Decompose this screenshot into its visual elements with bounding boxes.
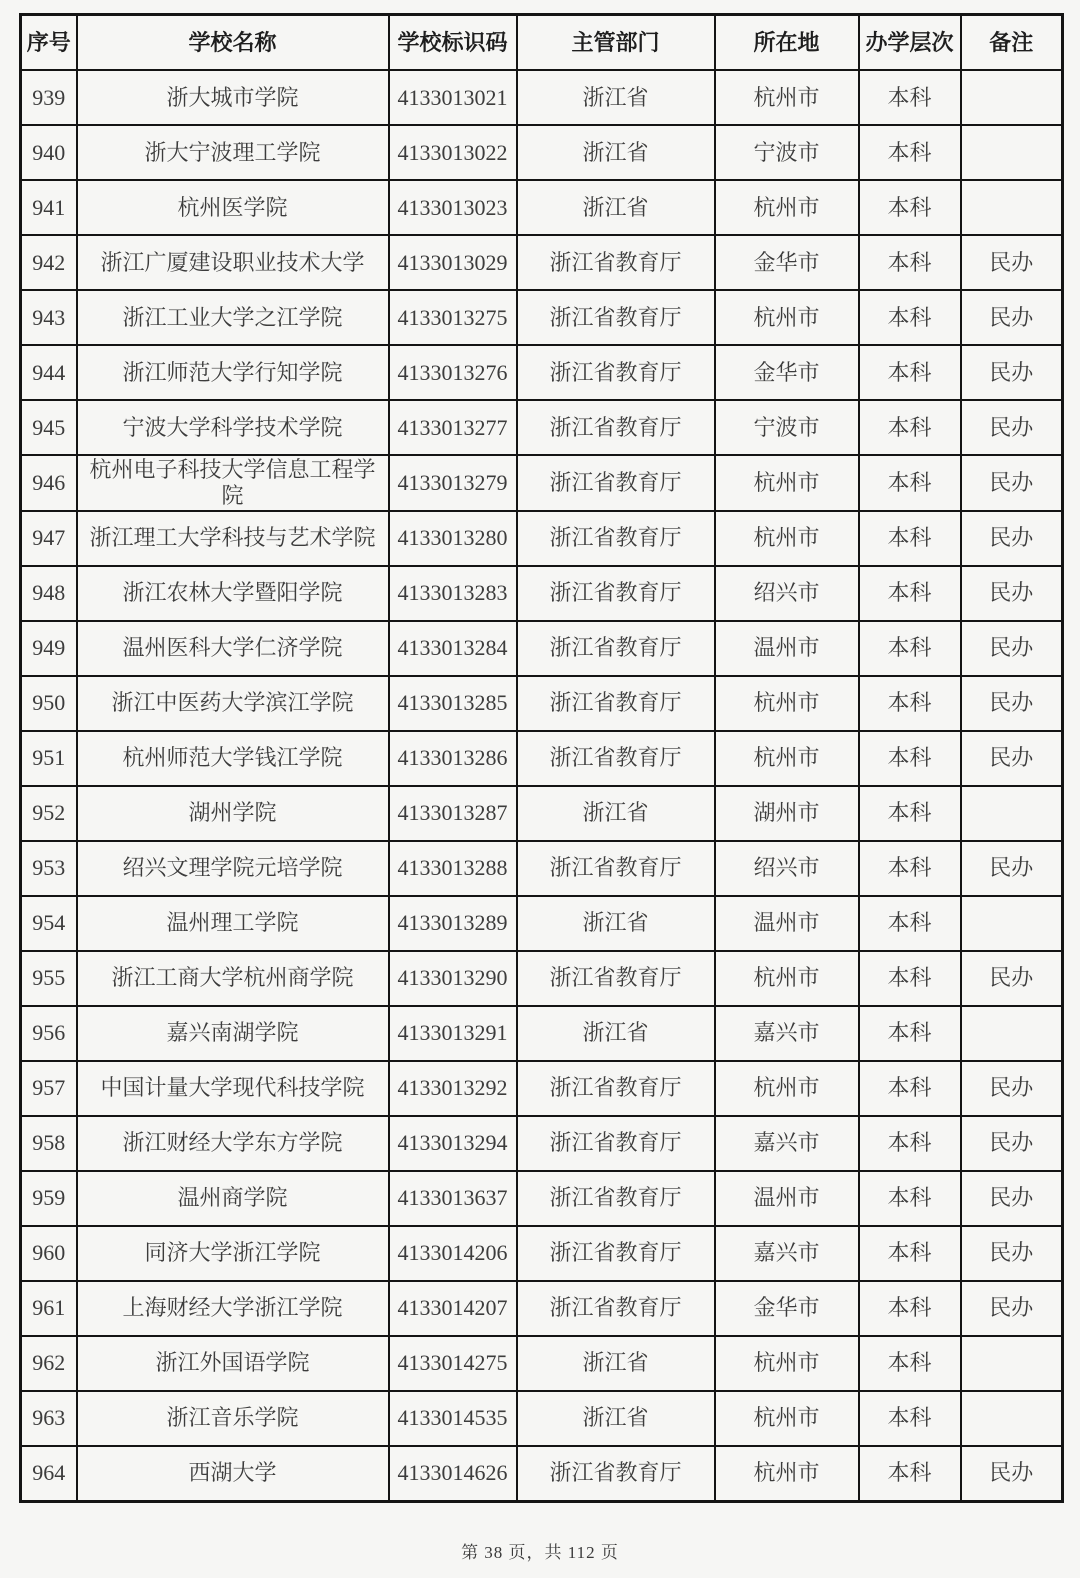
cell-col-location: 绍兴市 <box>715 841 859 896</box>
cell-col-authority: 浙江省教育厅 <box>517 1446 715 1502</box>
cell-col-location: 杭州市 <box>715 511 859 566</box>
cell-col-index: 939 <box>21 70 77 125</box>
cell-col-school-code: 4133013286 <box>389 731 517 786</box>
cell-col-remark <box>961 896 1063 951</box>
cell-col-location: 宁波市 <box>715 125 859 180</box>
cell-col-school-name: 温州理工学院 <box>77 896 389 951</box>
cell-col-authority: 浙江省 <box>517 896 715 951</box>
table-row <box>21 621 1063 676</box>
cell-col-level: 本科 <box>859 70 961 125</box>
cell-col-authority: 浙江省 <box>517 70 715 125</box>
cell-col-school-code: 4133014626 <box>389 1446 517 1502</box>
cell-col-school-name: 嘉兴南湖学院 <box>77 1006 389 1061</box>
cell-col-authority: 浙江省教育厅 <box>517 345 715 400</box>
table-row <box>21 786 1063 841</box>
cell-col-index: 954 <box>21 896 77 951</box>
table-row <box>21 125 1063 180</box>
cell-col-school-name: 浙江广厦建设职业技术大学 <box>77 235 389 290</box>
cell-col-school-name: 绍兴文理学院元培学院 <box>77 841 389 896</box>
cell-col-index: 947 <box>21 511 77 566</box>
cell-col-remark: 民办 <box>961 621 1063 676</box>
cell-col-school-name: 浙江音乐学院 <box>77 1391 389 1446</box>
cell-col-index: 949 <box>21 621 77 676</box>
cell-col-school-code: 4133013292 <box>389 1061 517 1116</box>
cell-col-school-code: 4133013276 <box>389 345 517 400</box>
cell-col-school-code: 4133014275 <box>389 1336 517 1391</box>
cell-col-location: 杭州市 <box>715 70 859 125</box>
cell-col-index: 942 <box>21 235 77 290</box>
cell-col-level: 本科 <box>859 731 961 786</box>
cell-col-index: 962 <box>21 1336 77 1391</box>
cell-col-school-code: 4133013288 <box>389 841 517 896</box>
cell-col-authority: 浙江省教育厅 <box>517 400 715 455</box>
cell-col-remark: 民办 <box>961 400 1063 455</box>
cell-col-location: 金华市 <box>715 1281 859 1336</box>
cell-col-level: 本科 <box>859 1116 961 1171</box>
table-row <box>21 731 1063 786</box>
cell-col-authority: 浙江省教育厅 <box>517 731 715 786</box>
cell-col-remark: 民办 <box>961 1116 1063 1171</box>
cell-col-remark <box>961 1336 1063 1391</box>
column-header-col-school-code: 学校标识码 <box>389 15 517 71</box>
cell-col-school-name: 浙大城市学院 <box>77 70 389 125</box>
cell-col-location: 杭州市 <box>715 951 859 1006</box>
cell-col-level: 本科 <box>859 786 961 841</box>
cell-col-index: 953 <box>21 841 77 896</box>
cell-col-remark <box>961 180 1063 235</box>
table-row <box>21 1281 1063 1336</box>
cell-col-school-code: 4133013285 <box>389 676 517 731</box>
table-row <box>21 1391 1063 1446</box>
cell-col-school-code: 4133013294 <box>389 1116 517 1171</box>
cell-col-remark: 民办 <box>961 345 1063 400</box>
cell-col-school-code: 4133013029 <box>389 235 517 290</box>
cell-col-authority: 浙江省教育厅 <box>517 290 715 345</box>
cell-col-authority: 浙江省教育厅 <box>517 1061 715 1116</box>
cell-col-location: 宁波市 <box>715 400 859 455</box>
table-row <box>21 290 1063 345</box>
cell-col-index: 945 <box>21 400 77 455</box>
cell-col-school-name: 浙江财经大学东方学院 <box>77 1116 389 1171</box>
cell-col-school-name: 浙江外国语学院 <box>77 1336 389 1391</box>
table-row <box>21 400 1063 455</box>
cell-col-location: 温州市 <box>715 621 859 676</box>
cell-col-school-code: 4133014207 <box>389 1281 517 1336</box>
column-header-col-level: 办学层次 <box>859 15 961 71</box>
cell-col-index: 961 <box>21 1281 77 1336</box>
cell-col-index: 956 <box>21 1006 77 1061</box>
cell-col-location: 嘉兴市 <box>715 1226 859 1281</box>
cell-col-level: 本科 <box>859 180 961 235</box>
cell-col-index: 950 <box>21 676 77 731</box>
cell-col-index: 964 <box>21 1446 77 1502</box>
cell-col-level: 本科 <box>859 400 961 455</box>
cell-col-level: 本科 <box>859 235 961 290</box>
cell-col-authority: 浙江省教育厅 <box>517 951 715 1006</box>
cell-col-authority: 浙江省 <box>517 180 715 235</box>
cell-col-index: 963 <box>21 1391 77 1446</box>
cell-col-school-name: 浙江工业大学之江学院 <box>77 290 389 345</box>
cell-col-authority: 浙江省教育厅 <box>517 621 715 676</box>
cell-col-level: 本科 <box>859 290 961 345</box>
cell-col-index: 951 <box>21 731 77 786</box>
cell-col-school-name: 浙江理工大学科技与艺术学院 <box>77 511 389 566</box>
cell-col-level: 本科 <box>859 1061 961 1116</box>
cell-col-school-code: 4133013280 <box>389 511 517 566</box>
cell-col-location: 金华市 <box>715 235 859 290</box>
cell-col-school-name: 浙江工商大学杭州商学院 <box>77 951 389 1006</box>
cell-col-remark: 民办 <box>961 841 1063 896</box>
cell-col-authority: 浙江省教育厅 <box>517 511 715 566</box>
cell-col-location: 杭州市 <box>715 290 859 345</box>
table-row <box>21 896 1063 951</box>
table-row <box>21 1116 1063 1171</box>
cell-col-level: 本科 <box>859 951 961 1006</box>
cell-col-authority: 浙江省 <box>517 125 715 180</box>
cell-col-school-code: 4133013284 <box>389 621 517 676</box>
cell-col-remark: 民办 <box>961 290 1063 345</box>
cell-col-location: 金华市 <box>715 345 859 400</box>
cell-col-index: 943 <box>21 290 77 345</box>
cell-col-remark: 民办 <box>961 1446 1063 1502</box>
cell-col-school-code: 4133014535 <box>389 1391 517 1446</box>
column-header-col-school-name: 学校名称 <box>77 15 389 71</box>
column-header-col-location: 所在地 <box>715 15 859 71</box>
cell-col-school-code: 4133013279 <box>389 455 517 511</box>
school-list-table <box>19 13 1064 1503</box>
cell-col-remark: 民办 <box>961 235 1063 290</box>
cell-col-remark <box>961 70 1063 125</box>
cell-col-remark: 民办 <box>961 731 1063 786</box>
table-row <box>21 1446 1063 1502</box>
cell-col-school-code: 4133013022 <box>389 125 517 180</box>
cell-col-location: 杭州市 <box>715 1391 859 1446</box>
cell-col-level: 本科 <box>859 1336 961 1391</box>
cell-col-index: 957 <box>21 1061 77 1116</box>
cell-col-location: 杭州市 <box>715 676 859 731</box>
column-header-col-authority: 主管部门 <box>517 15 715 71</box>
cell-col-authority: 浙江省教育厅 <box>517 676 715 731</box>
cell-col-school-code: 4133013275 <box>389 290 517 345</box>
cell-col-index: 944 <box>21 345 77 400</box>
cell-col-level: 本科 <box>859 896 961 951</box>
cell-col-school-name: 杭州医学院 <box>77 180 389 235</box>
table-row <box>21 345 1063 400</box>
column-header-col-index: 序号 <box>21 15 77 71</box>
cell-col-level: 本科 <box>859 676 961 731</box>
cell-col-level: 本科 <box>859 125 961 180</box>
cell-col-level: 本科 <box>859 1391 961 1446</box>
cell-col-school-code: 4133013283 <box>389 566 517 621</box>
cell-col-authority: 浙江省教育厅 <box>517 235 715 290</box>
cell-col-index: 959 <box>21 1171 77 1226</box>
cell-col-school-name: 宁波大学科学技术学院 <box>77 400 389 455</box>
cell-col-level: 本科 <box>859 841 961 896</box>
cell-col-school-code: 4133013023 <box>389 180 517 235</box>
cell-col-level: 本科 <box>859 511 961 566</box>
cell-col-location: 温州市 <box>715 896 859 951</box>
column-header-col-remark: 备注 <box>961 15 1063 71</box>
cell-col-authority: 浙江省教育厅 <box>517 1116 715 1171</box>
cell-col-school-name: 杭州电子科技大学信息工程学院 <box>77 455 389 511</box>
cell-col-location: 杭州市 <box>715 455 859 511</box>
table-row <box>21 180 1063 235</box>
cell-col-location: 杭州市 <box>715 1061 859 1116</box>
cell-col-location: 杭州市 <box>715 1336 859 1391</box>
cell-col-index: 955 <box>21 951 77 1006</box>
header-row <box>21 15 1063 71</box>
cell-col-authority: 浙江省教育厅 <box>517 566 715 621</box>
cell-col-authority: 浙江省教育厅 <box>517 1226 715 1281</box>
table-row <box>21 1226 1063 1281</box>
cell-col-remark <box>961 1006 1063 1061</box>
cell-col-school-name: 浙江农林大学暨阳学院 <box>77 566 389 621</box>
cell-col-school-name: 湖州学院 <box>77 786 389 841</box>
cell-col-school-code: 4133013277 <box>389 400 517 455</box>
cell-col-authority: 浙江省教育厅 <box>517 1281 715 1336</box>
table-row <box>21 841 1063 896</box>
table-body <box>21 70 1063 1501</box>
cell-col-location: 嘉兴市 <box>715 1116 859 1171</box>
cell-col-index: 960 <box>21 1226 77 1281</box>
page-number-indicator: 第 38 页，共 112 页 <box>461 1543 619 1562</box>
cell-col-remark: 民办 <box>961 1226 1063 1281</box>
cell-col-authority: 浙江省教育厅 <box>517 841 715 896</box>
cell-col-remark: 民办 <box>961 511 1063 566</box>
cell-col-level: 本科 <box>859 1446 961 1502</box>
cell-col-location: 绍兴市 <box>715 566 859 621</box>
cell-col-school-name: 温州商学院 <box>77 1171 389 1226</box>
table-row <box>21 511 1063 566</box>
cell-col-remark: 民办 <box>961 1171 1063 1226</box>
cell-col-location: 杭州市 <box>715 180 859 235</box>
table-row <box>21 676 1063 731</box>
cell-col-authority: 浙江省教育厅 <box>517 455 715 511</box>
cell-col-level: 本科 <box>859 566 961 621</box>
cell-col-location: 湖州市 <box>715 786 859 841</box>
cell-col-school-name: 温州医科大学仁济学院 <box>77 621 389 676</box>
cell-col-school-name: 浙江中医药大学滨江学院 <box>77 676 389 731</box>
table-row <box>21 455 1063 511</box>
table-row <box>21 1061 1063 1116</box>
cell-col-remark <box>961 125 1063 180</box>
cell-col-school-code: 4133013287 <box>389 786 517 841</box>
cell-col-remark: 民办 <box>961 676 1063 731</box>
cell-col-index: 958 <box>21 1116 77 1171</box>
cell-col-remark <box>961 786 1063 841</box>
table-row <box>21 951 1063 1006</box>
cell-col-level: 本科 <box>859 621 961 676</box>
cell-col-school-code: 4133013637 <box>389 1171 517 1226</box>
cell-col-location: 杭州市 <box>715 731 859 786</box>
table-row <box>21 1336 1063 1391</box>
cell-col-school-name: 同济大学浙江学院 <box>77 1226 389 1281</box>
cell-col-remark: 民办 <box>961 951 1063 1006</box>
cell-col-remark: 民办 <box>961 566 1063 621</box>
cell-col-authority: 浙江省教育厅 <box>517 1171 715 1226</box>
cell-col-index: 940 <box>21 125 77 180</box>
table-row <box>21 566 1063 621</box>
cell-col-authority: 浙江省 <box>517 1391 715 1446</box>
cell-col-school-code: 4133014206 <box>389 1226 517 1281</box>
cell-col-level: 本科 <box>859 1171 961 1226</box>
cell-col-level: 本科 <box>859 455 961 511</box>
cell-col-index: 952 <box>21 786 77 841</box>
cell-col-level: 本科 <box>859 345 961 400</box>
cell-col-remark: 民办 <box>961 455 1063 511</box>
cell-col-school-name: 上海财经大学浙江学院 <box>77 1281 389 1336</box>
cell-col-school-name: 浙江师范大学行知学院 <box>77 345 389 400</box>
cell-col-index: 941 <box>21 180 77 235</box>
cell-col-remark: 民办 <box>961 1061 1063 1116</box>
cell-col-authority: 浙江省 <box>517 786 715 841</box>
cell-col-school-name: 杭州师范大学钱江学院 <box>77 731 389 786</box>
cell-col-remark <box>961 1391 1063 1446</box>
cell-col-authority: 浙江省 <box>517 1336 715 1391</box>
cell-col-location: 温州市 <box>715 1171 859 1226</box>
table-row <box>21 70 1063 125</box>
cell-col-level: 本科 <box>859 1226 961 1281</box>
table-row <box>21 235 1063 290</box>
cell-col-location: 杭州市 <box>715 1446 859 1502</box>
cell-col-school-name: 西湖大学 <box>77 1446 389 1502</box>
cell-col-authority: 浙江省 <box>517 1006 715 1061</box>
cell-col-remark: 民办 <box>961 1281 1063 1336</box>
cell-col-school-code: 4133013291 <box>389 1006 517 1061</box>
table-row <box>21 1171 1063 1226</box>
cell-col-school-code: 4133013289 <box>389 896 517 951</box>
cell-col-school-code: 4133013290 <box>389 951 517 1006</box>
cell-col-school-code: 4133013021 <box>389 70 517 125</box>
cell-col-index: 946 <box>21 455 77 511</box>
table-row <box>21 1006 1063 1061</box>
cell-col-location: 嘉兴市 <box>715 1006 859 1061</box>
cell-col-level: 本科 <box>859 1281 961 1336</box>
cell-col-school-name: 中国计量大学现代科技学院 <box>77 1061 389 1116</box>
cell-col-level: 本科 <box>859 1006 961 1061</box>
cell-col-school-name: 浙大宁波理工学院 <box>77 125 389 180</box>
cell-col-index: 948 <box>21 566 77 621</box>
